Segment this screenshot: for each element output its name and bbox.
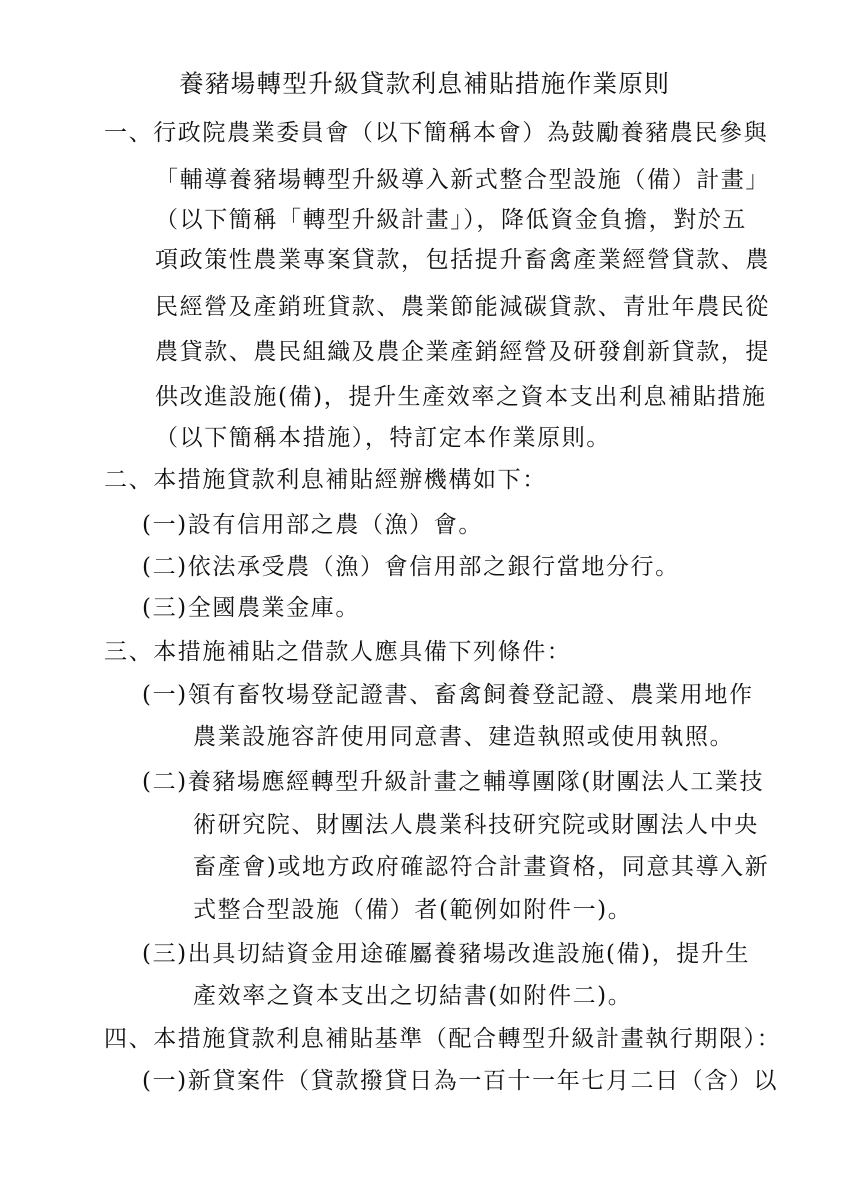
section-1-line-4: 項政策性農業專案貸款，包括提升畜禽產業經營貸款、農: [155, 247, 770, 273]
section-3-item-2-line-1: (二)養豬場應經轉型升級計畫之輔導團隊(財團法人工業技: [142, 769, 765, 795]
section-4-heading: 四、本措施貸款利息補貼基準（配合轉型升級計畫執行期限）：: [104, 1026, 782, 1052]
section-4-item-1-line-1: (一)新貸案件（貸款撥貸日為一百十一年七月二日（含）以: [142, 1068, 779, 1094]
section-3-item-3-line-2: 產效率之資本支出之切結書(如附件二)。: [193, 983, 633, 1009]
section-3-item-2-line-2: 術研究院、財團法人農業科技研究院或財團法人中央: [193, 812, 759, 838]
document-title: 養豬場轉型升級貸款利息補貼措施作業原則: [179, 69, 670, 98]
section-2-heading: 二、本措施貸款利息補貼經辦機構如下：: [104, 467, 547, 493]
section-1-line-1: 一、行政院農業委員會（以下簡稱本會）為鼓勵養豬農民參與: [104, 120, 769, 146]
section-3-item-1-line-2: 農業設施容許使用同意書、建造執照或使用執照。: [193, 724, 735, 750]
section-1-line-7: 供改進設施(備)，提升生產效率之資本支出利息補貼措施: [155, 384, 767, 410]
section-1-line-3: （以下簡稱「轉型升級計畫」），降低資金負擔，對於五: [155, 207, 747, 233]
section-1-line-2: 「輔導養豬場轉型升級導入新式整合型設施（備）計畫」: [155, 167, 770, 193]
section-3-item-1-line-1: (一)領有畜牧場登記證書、畜禽飼養登記證、農業用地作: [142, 682, 754, 708]
section-2-item-1: (一)設有信用部之農（漁）會。: [142, 512, 483, 538]
section-1-line-8: （以下簡稱本措施），特訂定本作業原則。: [155, 425, 611, 451]
section-1-line-5: 民經營及產銷班貸款、農業節能減碳貸款、青壯年農民從: [155, 294, 770, 320]
section-2-item-3: (三)全國農業金庫。: [142, 595, 360, 621]
section-1-line-6: 農貸款、農民組織及農企業產銷經營及研發創新貸款，提: [155, 339, 770, 365]
section-3-heading: 三、本措施補貼之借款人應具備下列條件：: [104, 639, 572, 665]
section-3-item-2-line-3: 畜產會)或地方政府確認符合計畫資格，同意其導入新: [193, 854, 770, 880]
section-2-item-2: (二)依法承受農（漁）會信用部之銀行當地分行。: [142, 554, 680, 580]
section-3-item-2-line-4: 式整合型設施（備）者(範例如附件一)。: [193, 897, 633, 923]
section-3-item-3-line-1: (三)出具切結資金用途確屬養豬場改進設施(備)，提升生: [142, 941, 751, 967]
